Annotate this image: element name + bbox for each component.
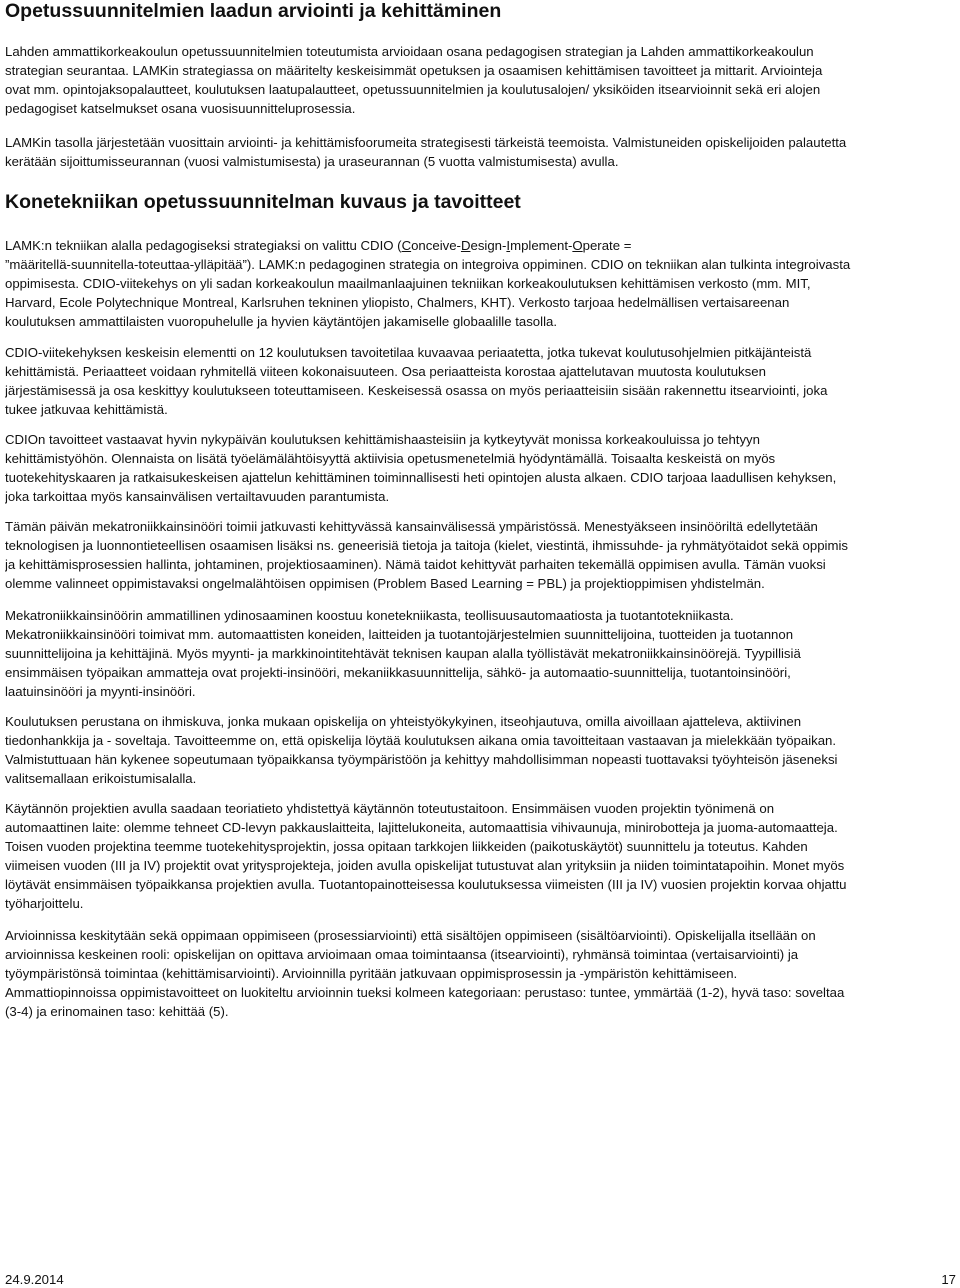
- text-line: työharjoittelu.: [5, 896, 84, 912]
- paragraph-assessment: [5, 926, 960, 1021]
- section-heading-quality: Opetussuunnitelmien laadun arviointi ja kehittäminen: [5, 0, 502, 22]
- text-run: LAMK:n tekniikan alalla pedagogiseksi strategiaksi on valittu CDIO (: [5, 238, 402, 253]
- cdio-initial-c: C: [401, 238, 412, 253]
- text-line: löytävät ensimmäisen työpaikkansa projektien avulla. Tuotantopainotteisessa koulutuksessa viimeisten (III ja IV) vuosien projektin korvaa ohjattu: [5, 877, 847, 893]
- paragraph-cdio-goals: [5, 430, 960, 506]
- paragraph-quality-evaluation: [5, 42, 960, 118]
- text-line: suunnittelijoina ja kehittäjinä. Myös myynti- ja markkinointitehtävät teknisen kaupan alalla työllistävät mekatroniikkainsinöörejä. Tyypillisiä: [5, 646, 801, 662]
- paragraph-mechatronics-engineer: [5, 517, 960, 593]
- section-heading-curriculum: Konetekniikan opetussuunnitelman kuvaus ja tavoitteet: [5, 191, 521, 213]
- text-line: arvioinnissa keskeinen rooli: opiskelijan on opittava arvioimaan omaa toimintaansa (itsearviointi), ryhmänsä toimintaa (vertaisarviointi) ja: [5, 947, 799, 963]
- text-line: kerätään sijoittumisseurannan (vuosi valmistumisesta) ja uraseurannan (5 vuotta valmistumisesta) avulla.: [5, 154, 619, 170]
- cdio-initial-d: D: [460, 238, 471, 253]
- text-line: ovat mm. opintojaksopalautteet, koulutuksen laatupalautteet, opetussuunnitelmien ja koulutusalojen/ yksiköiden itsearvioinnit sekä eri alojen: [5, 82, 821, 98]
- text-line: automaattinen laite: olemme tehneet CD-levyn pakkauslaitteita, lajittelukoneita, automaattisia vihivaunuja, minirobotteja ja juoma-automaatteja.: [5, 820, 838, 836]
- cdio-initial-i: I: [506, 238, 511, 253]
- text-run: =: [620, 238, 632, 253]
- text-line: CDIO-viitekehyksen keskeisin elementti on 12 koulutuksen tavoitetilaa kuvaavaa periaatetta, jotka tukevat koulutusohjelmien pitkäjänteistä: [5, 345, 812, 360]
- footer-page-number: 17: [941, 1272, 956, 1287]
- text-line: ja kehittämisprosessien hallinta, johtaminen, projektiosaaminen). Nämä taidot kehittyvät parhaiten tekemällä oppimisen avulla. Tämän vuoksi: [5, 557, 826, 573]
- text-line: viimeisen vuoden (III ja IV) projektit ovat yritysprojekteja, joiden avulla opiskelijat tutustuvat alan yrityksiin ja niiden toimintatapoihin. Monet myös: [5, 858, 845, 874]
- cdio-initial-o: O: [572, 238, 583, 253]
- text-line: valitsemallaan erikoistumisalalla.: [5, 771, 197, 787]
- text-run: onceive-: [411, 238, 461, 253]
- text-line: Lahden ammattikorkeakoulun opetussuunnitelmien toteutumista arvioidaan osana pedagogisen strategian ja Lahden ammattikorkeakoulun: [5, 44, 814, 59]
- text-run: mplement-: [510, 238, 573, 253]
- text-line: laatuinsinööri ja myynti-insinööri.: [5, 684, 196, 700]
- text-line: koulutuksen ammattilaisten vuoropuhelulle ja hyvien käytäntöjen jakamiselle globaalille tasolla.: [5, 314, 557, 330]
- text-line: tukee jatkuvaa kehittämistä.: [5, 402, 168, 418]
- text-line: kehittämistä. Periaatteet voidaan ryhmitellä viiteen kokonaisuuteen. Osa periaatteista korostaa ajattelutavan muutosta koulutuksen: [5, 364, 766, 380]
- text-line: LAMKin tasolla järjestetään vuosittain arviointi- ja kehittämisfoorumeita strategisesti tärkeistä teemoista. Valmistuneiden opiskelijoiden palautetta: [5, 135, 847, 150]
- text-line: oppimisesta. CDIO-viitekehys on yli sadan korkeakoulun maailmanlaajuinen tekniikan korkeakoulutuksen kehittämisen verkosto (mm. MIT,: [5, 276, 811, 292]
- text-line: ”määritellä-suunnitella-toteuttaa-ylläpitää”). LAMK:n pedagoginen strategia on integroiva oppiminen. CDIO on tekniikan alan tulkinta integroivasta: [5, 257, 851, 273]
- paragraph-forums-feedback: [5, 133, 960, 171]
- text-run: esign-: [470, 238, 507, 253]
- text-line: tuotekehityskaaren ja ratkaisukeskeisen ajattelun kehittäminen toiminnallisesti heti opintojen alusta alkaen. CDIO tarjoaa laadullisen kehyksen,: [5, 470, 837, 486]
- text-line: [5, 236, 960, 255]
- text-line: Mekatroniikkainsinööri toimivat mm. automaattisten koneiden, laitteiden ja tuotantojärjestelmien suunnittelijoina, tuotteiden ja tuotannon: [5, 627, 794, 643]
- text-line: Harvard, Ecole Polytechnique Montreal, Karlsruhen tekninen yliopisto, Chalmers, KHT). Verkosto tarjoaa hedelmällisen vertaisareenan: [5, 295, 790, 311]
- text-line: olemme valinneet oppimistavaksi ongelmalähtöisen oppimisen (Problem Based Learning = PBL) ja projektioppimisen yhdistelmän.: [5, 576, 765, 592]
- text-line: Mekatroniikkainsinöörin ammatillinen ydinosaaminen koostuu konetekniikasta, teollisuusautomaatiosta ja tuotantotekniikasta.: [5, 608, 734, 623]
- text-line: järjestämisessä ja osa keskittyy koulutukseen toteuttamiseen. Keskeisessä osassa on myös periaatteisiin sisään rakennettu itsearviointi, joka: [5, 383, 828, 399]
- text-line: työympäristönsä toimintaa (kehittämisarviointi). Arvioinnilla pyritään jatkuvaan oppimisprosessin ja -ympäristön kehittämiseen.: [5, 966, 738, 982]
- text-line: Koulutuksen perustana on ihmiskuva, jonka mukaan opiskelija on yhteistyökykyinen, itseohjautuva, omilla aivoillaan ajatteleva, aktiivinen: [5, 714, 802, 729]
- paragraph-cdio-principles: [5, 343, 960, 419]
- text-line: Toisen vuoden projektina teemme tuotekehitysprojektin, jossa opitaan tarkkojen liikkeiden (paikotuskäytöt) suunnittelu ja toteutus. Kahden: [5, 839, 808, 855]
- text-line: teknologisen ja luonnontieteellisen osaamisen lisäksi ns. geneerisiä tietoja ja taitoja (kielet, viestintä, ihmissuhde- ja ryhmätyötaidot sekä oppimis: [5, 538, 848, 554]
- text-line: Arvioinnissa keskitytään sekä oppimaan oppimiseen (prosessiarviointi) että sisältöjen oppimiseen (sisältöarviointi). Opiskelijalla itsellään on: [5, 928, 816, 943]
- text-line: ensimmäisen työpaikan ammatteja ovat projekti-insinööri, mekaniikkasuunnittelija, sähkö- ja automaatio-suunnittelija, tuotantoinsinööri,: [5, 665, 791, 681]
- footer-date: 24.9.2014: [5, 1272, 64, 1287]
- text-line: Käytännön projektien avulla saadaan teoriatieto yhdistettyä käytännön toteutustaitoon. Ensimmäisen vuoden projektin työnimenä on: [5, 801, 775, 816]
- text-line: (3-4) ja erinomainen taso: kehittää (5).: [5, 1004, 229, 1020]
- text-line: strategian seurantaa. LAMKin strategiassa on määritelty keskeisimmät opetuksen ja osaamisen kehittämisen tavoitteet ja mittarit. Arviointeja: [5, 63, 823, 79]
- text-line: joka tarkoittaa myös kansainvälisen vertailtavuuden parantumista.: [5, 489, 390, 505]
- text-line: Ammattiopinnoissa oppimistavoitteet on luokiteltu arvioinnin tueksi kolmeen kategoriaan: perustaso: tuntee, ymmärtää (1-2), hyvä taso: soveltaa: [5, 985, 845, 1001]
- paragraph-projects: [5, 799, 960, 914]
- text-line: kehittämistyöhön. Olennaista on lisätä työelämälähtöisyyttä aktiivisia opetusmenetelmiä hyödyntämällä. Toisaalta keskeistä on myös: [5, 451, 776, 467]
- paragraph-cdio-strategy: [5, 236, 960, 331]
- text-line: pedagogiset katselmukset osana vuosisuunnitteluprosessia.: [5, 101, 356, 117]
- text-line: Tämän päivän mekatroniikkainsinööri toimii jatkuvasti kehittyvässä kansainvälisessä ympäristössä. Menestyäkseen insinööriltä edellytetään: [5, 519, 818, 534]
- text-line: Valmistuttuaan hän kykenee sopeutumaan työpaikkansa työympäristöön ja kehittyy mahdollisimman nopeasti tuottavaksi työyhteisön jäseneksi: [5, 752, 838, 768]
- paragraph-human-concept: [5, 712, 960, 788]
- text-run: perate: [582, 238, 621, 253]
- text-line: tiedonhankkija ja - soveltaja. Tavoitteemme on, että opiskelija löytää koulutuksen aikana omia tavoitteitaan vastaavan ja mielekkään työpaikan.: [5, 733, 837, 749]
- text-line: CDIOn tavoitteet vastaavat hyvin nykypäivän koulutuksen kehittämishaasteisiin ja kytkeytyvät monissa korkeakouluissa jo tehtyyn: [5, 432, 760, 447]
- paragraph-core-competence: [5, 606, 960, 701]
